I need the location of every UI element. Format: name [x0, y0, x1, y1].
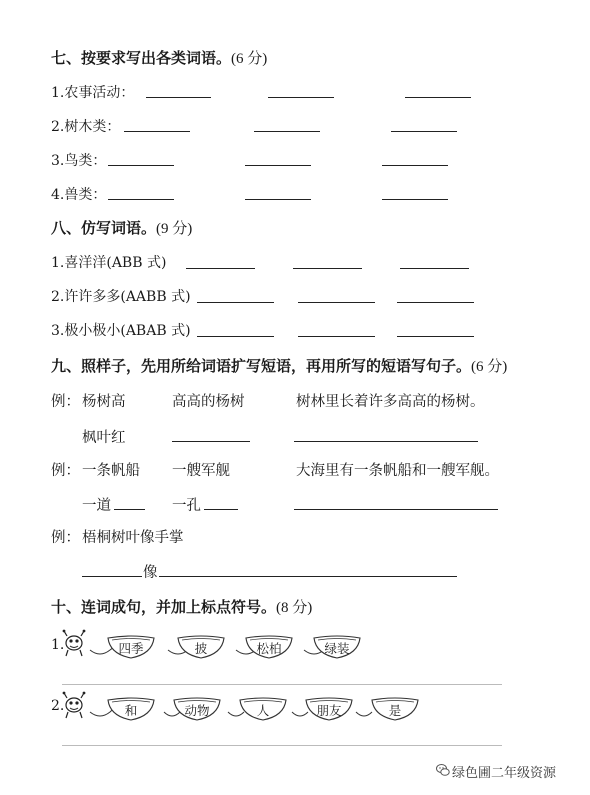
s9-example-1-phrase: 高高的杨树: [172, 394, 245, 410]
s9-example-1-sentence: 树林里长着许多高高的杨树。: [296, 394, 485, 410]
s7-item-1-blank-1[interactable]: [146, 97, 211, 98]
s8-item-2-blank-2[interactable]: [298, 302, 375, 303]
s7-item-4-label: 4.兽类：: [51, 187, 107, 203]
word-bowl[interactable]: [304, 696, 354, 722]
s8-item-1-blank-3[interactable]: [400, 268, 469, 269]
word-bowl-label: 人: [256, 703, 270, 718]
s9-example-2-word: 一条帆船: [82, 463, 140, 479]
s10-row-1-number: 1.: [51, 637, 65, 653]
word-bowl-label: 和: [124, 703, 138, 718]
s9-example-2-sentence: 大海里有一条帆船和一艘军舰。: [296, 463, 499, 479]
word-bowl[interactable]: [172, 696, 222, 722]
word-bowl-label: 松柏: [256, 641, 282, 656]
s9-task-2-blank-1[interactable]: [114, 509, 145, 510]
section-8-title: 八、仿写词语。(9 分): [51, 219, 193, 237]
s7-item-3-label: 3.鸟类：: [51, 153, 107, 169]
s7-item-1-label: 1.农事活动：: [51, 85, 135, 101]
s10-row-2-answer-line[interactable]: [62, 745, 502, 746]
wechat-icon: [436, 763, 450, 777]
s9-task-2-word-2: 一孔: [172, 498, 201, 514]
s9-example-1-label: 例：: [51, 394, 80, 410]
word-bowl-label: 绿装: [324, 641, 350, 656]
word-bowl[interactable]: [106, 634, 156, 660]
s8-item-1-blank-2[interactable]: [293, 268, 362, 269]
section-7-title: 七、按要求写出各类词语。(6 分): [51, 49, 268, 67]
word-bowl[interactable]: [370, 696, 420, 722]
s7-item-2-blank-2[interactable]: [254, 131, 320, 132]
s7-item-2-blank-3[interactable]: [391, 131, 457, 132]
s9-task-1-phrase-blank[interactable]: [172, 441, 250, 442]
s7-item-4-blank-1[interactable]: [108, 199, 174, 200]
s9-example-3-label: 例：: [51, 530, 80, 546]
s9-task-1-sentence-blank[interactable]: [294, 441, 478, 442]
s9-example-2-phrase: 一艘军舰: [172, 463, 230, 479]
s7-item-4-blank-2[interactable]: [245, 199, 311, 200]
s8-item-3-blank-2[interactable]: [298, 336, 375, 337]
word-bowl[interactable]: [106, 696, 156, 722]
s8-item-1-label: 1.喜洋洋(ABB 式): [51, 255, 167, 271]
section-9-title: 九、照样子，先用所给词语扩写短语，再用所写的短语写句子。(6 分): [51, 357, 508, 375]
s8-item-1-blank-1[interactable]: [186, 268, 255, 269]
word-bowl[interactable]: [244, 634, 294, 660]
s9-task-2-word-1: 一道: [82, 498, 111, 514]
s7-item-1-blank-2[interactable]: [268, 97, 334, 98]
s8-item-3-label: 3.极小极小(ABAB 式): [51, 323, 191, 339]
s9-task-1-word: 枫叶红: [82, 430, 126, 446]
word-bowl-label: 披: [194, 641, 208, 656]
s7-item-4-blank-3[interactable]: [382, 199, 448, 200]
watermark-text: 绿色圃二年级资源: [452, 766, 557, 781]
s8-item-3-blank-3[interactable]: [397, 336, 474, 337]
section-9-points: (6 分): [471, 359, 508, 375]
s9-task-2-sentence-blank[interactable]: [294, 509, 498, 510]
section-8-points: (9 分): [156, 221, 193, 237]
section-10-points: (8 分): [276, 600, 313, 616]
s10-row-1-answer-line[interactable]: [62, 684, 502, 685]
s9-task-3-blank-2[interactable]: [159, 576, 457, 577]
word-bowl-label: 是: [388, 703, 402, 718]
word-bowl-label: 朋友: [316, 703, 342, 718]
s8-item-2-blank-3[interactable]: [397, 302, 474, 303]
s9-task-3-blank-1[interactable]: [82, 576, 142, 577]
s7-item-2-blank-1[interactable]: [124, 131, 190, 132]
s7-item-2-label: 2.树木类：: [51, 119, 121, 135]
s8-item-3-blank-1[interactable]: [197, 336, 274, 337]
word-bowl-label: 动物: [184, 703, 210, 718]
section-7-points: (6 分): [231, 51, 268, 67]
s9-example-3-word: 梧桐树叶像手掌: [82, 530, 184, 546]
s8-item-2-label: 2.许许多多(AABB 式): [51, 289, 191, 305]
word-bowl[interactable]: [238, 696, 288, 722]
word-bowl-label: 四季: [118, 641, 144, 656]
s7-item-3-blank-1[interactable]: [108, 165, 174, 166]
s8-item-2-blank-1[interactable]: [197, 302, 274, 303]
s9-example-2-label: 例：: [51, 463, 80, 479]
s7-item-3-blank-2[interactable]: [245, 165, 311, 166]
s7-item-3-blank-3[interactable]: [382, 165, 448, 166]
s9-example-1-word: 杨树高: [82, 394, 126, 410]
s9-task-2-blank-2[interactable]: [204, 509, 238, 510]
word-bowl[interactable]: [312, 634, 362, 660]
s7-item-1-blank-3[interactable]: [405, 97, 471, 98]
s10-row-2-number: 2.: [51, 698, 65, 714]
word-bowl[interactable]: [176, 634, 226, 660]
s9-task-3-middle: 像: [143, 565, 158, 581]
section-10-title: 十、连词成句，并加上标点符号。(8 分): [51, 598, 313, 616]
